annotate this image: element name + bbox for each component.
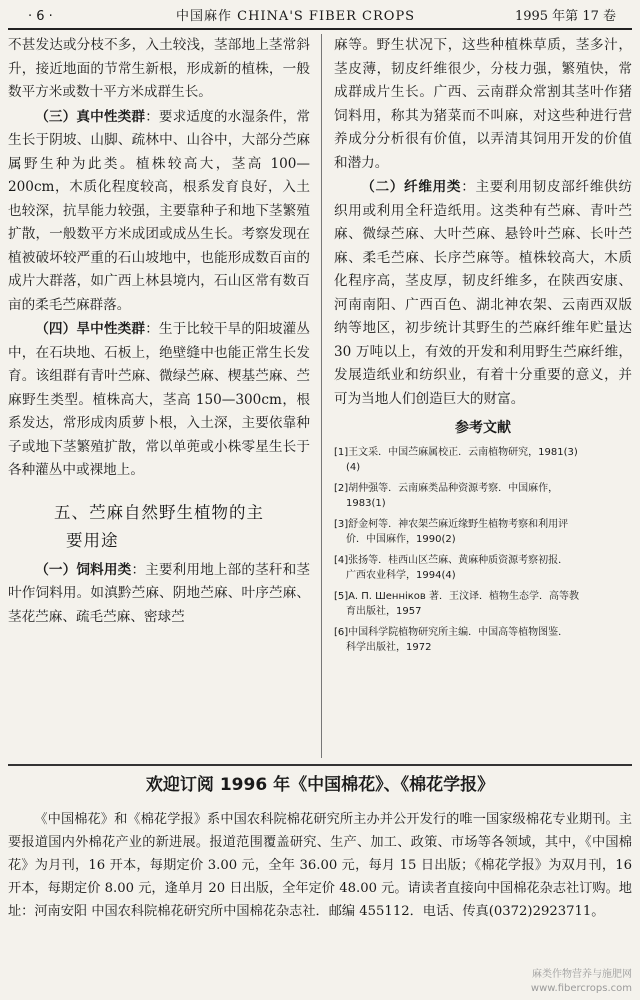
paragraph: （三）真中性类群：要求适度的水湿条件，常生长于阴坡、山脚、疏林中、山谷中，大部分苎麻属野生种为此类。植株较高大，茎高 100—200cm，木质化程度较高，根系发育良好，入土也较深，抗旱能力较强，主要靠种子和地下茎繁殖扩散，一般数平方米成团或成丛生长。考察发现在植被破坏较严重的石山坡地中，也能形成数百亩的成片大群落，如广西上林县境内，石山区常有数百亩的柔毛苎麻群落。 [8,108,311,313]
paragraph: 麻等。野生状况下，这些种植株草质，茎多汁，茎皮薄，韧皮纤维很少，分枝力强，繁殖快，常成群成片生长。广西、云南群众常割其茎叶作猪饲料用，称其为猪菜而不叫麻，对这些种进行营养成分分析很有价值，以弄清其饲用开发的价值和潜力。 [334,37,632,171]
references-title: 参考文献 [455,420,511,436]
notice-top-rule [8,764,632,766]
notice-body: 《中国棉花》和《棉花学报》系中国农科院棉花研究所主办并公开发行的唯一国家级棉花专业期刊。主要报道国内外棉花产业的新进展。报道范围覆盖研究、生产、加工、政策、市场等各领域，其中，《中国棉花》为月刊，16 开本，每期定价 3.00 元，全年 36.00 元，每月 15 日出版；《棉花学报》为双月刊，16 开本，每期定价 8.00 元，逢单月 20 日出版，全年定价 48.00 元。请读者直接向中国棉花杂志社订购。地址：河南安阳 中国农科院棉花研究所中国棉花杂志社．邮编 455112．电话、传真(0372)2923711。 [8,812,632,919]
notice-title: 欢迎订阅 1996 年《中国棉花》、《棉花学报》 [145,775,495,795]
column-divider [321,34,322,758]
paragraph-lead: （三）真中性类群 [35,108,146,125]
paragraph: （一）饲料用类：主要利用地上部的茎秆和茎叶作饲料用。如滇黔苎麻、阴地苎麻、叶序苎麻、茎花苎麻、疏毛苎麻、密球苎 [8,561,311,625]
paragraph-lead: （二）纤维用类 [361,179,462,195]
paragraph-lead: （四）旱中性类群 [35,321,146,337]
right-column [334,34,632,661]
page-number: · 6 · [28,9,53,24]
reference-item: [1]王文采．中国苎麻属校正．云南植物研究，1981(3) (4) [334,446,578,473]
reference-item: [6]中国科学院植物研究所主编．中国高等植物图鉴． 科学出版社，1972 [334,626,569,653]
reference-item: [2]胡仲强等．云南麻类品种资源考察．中国麻作， 1983(1) [334,482,559,509]
site-watermark: 麻类作物营养与施肥网 www.fibercrops.com [530,969,632,994]
paragraph: 不甚发达或分枝不多，入土较浅，茎部地上茎常斜升，接近地面的节常生新根，形成新的植株，一般数平方米或数十平方米成群生长。 [8,37,310,100]
paragraph: （二）纤维用类：主要利用韧皮部纤维供纺织用或利用全秆造纸用。这类种有苎麻、青叶苎麻、微绿苎麻、大叶苎麻、悬铃叶苎麻、长叶苎麻、柔毛苎麻、长序苎麻等。植株较高大，木质化程序高，茎皮厚，韧皮纤维多，在陕西安康、河南南阳、广西百色、湖北神农架、云南西双版纳等地区，初步统计其野生的苎麻纤维年贮量达 30 万吨以上，有效的开发和利用野生苎麻纤维，发展造纸业和纺织业，有着十分重要的意义，并可为当地人们创造巨大的财富。 [334,179,633,407]
paragraph: （四）旱中性类群：生于比较干旱的阳坡灌丛中，在石块地、石板上，绝壁缝中也能正常生长发育。该组群有青叶苎麻、微绿苎麻、楔基苎麻、苎麻野生类型。植株高大，茎高 150—300cm，根系发达，常形成肉质萝卜根，入土深，主要依靠种子或地下茎繁殖扩散，常以单蔸或小株零星生长于各种灌丛中或裸地上。 [8,321,311,478]
left-column [8,34,310,630]
journal-title: 中国麻作 CHINA'S FIBER CROPS [176,9,416,24]
running-header [8,6,632,30]
reference-item: [3]舒金柯等．神农架苎麻近缘野生植物考察和利用评 价．中国麻作，1990(2) [334,518,569,545]
section-heading: 五、苎麻自然野生植物的主 要用途 [54,502,264,550]
reference-item: [4]张扬等．桂西山区苎麻、黄麻种质资源考察初报． 广西农业科学，1994(4) [334,554,569,581]
subscription-notice [8,770,632,923]
paragraph-lead: （一）饲料用类 [35,561,132,578]
volume-label: 1995 年第 17 卷 [514,9,616,24]
reference-item: [5]A. П. Шеннiков 著．王汶译．植物生态学．高等教 育出版社，1957 [334,590,579,617]
